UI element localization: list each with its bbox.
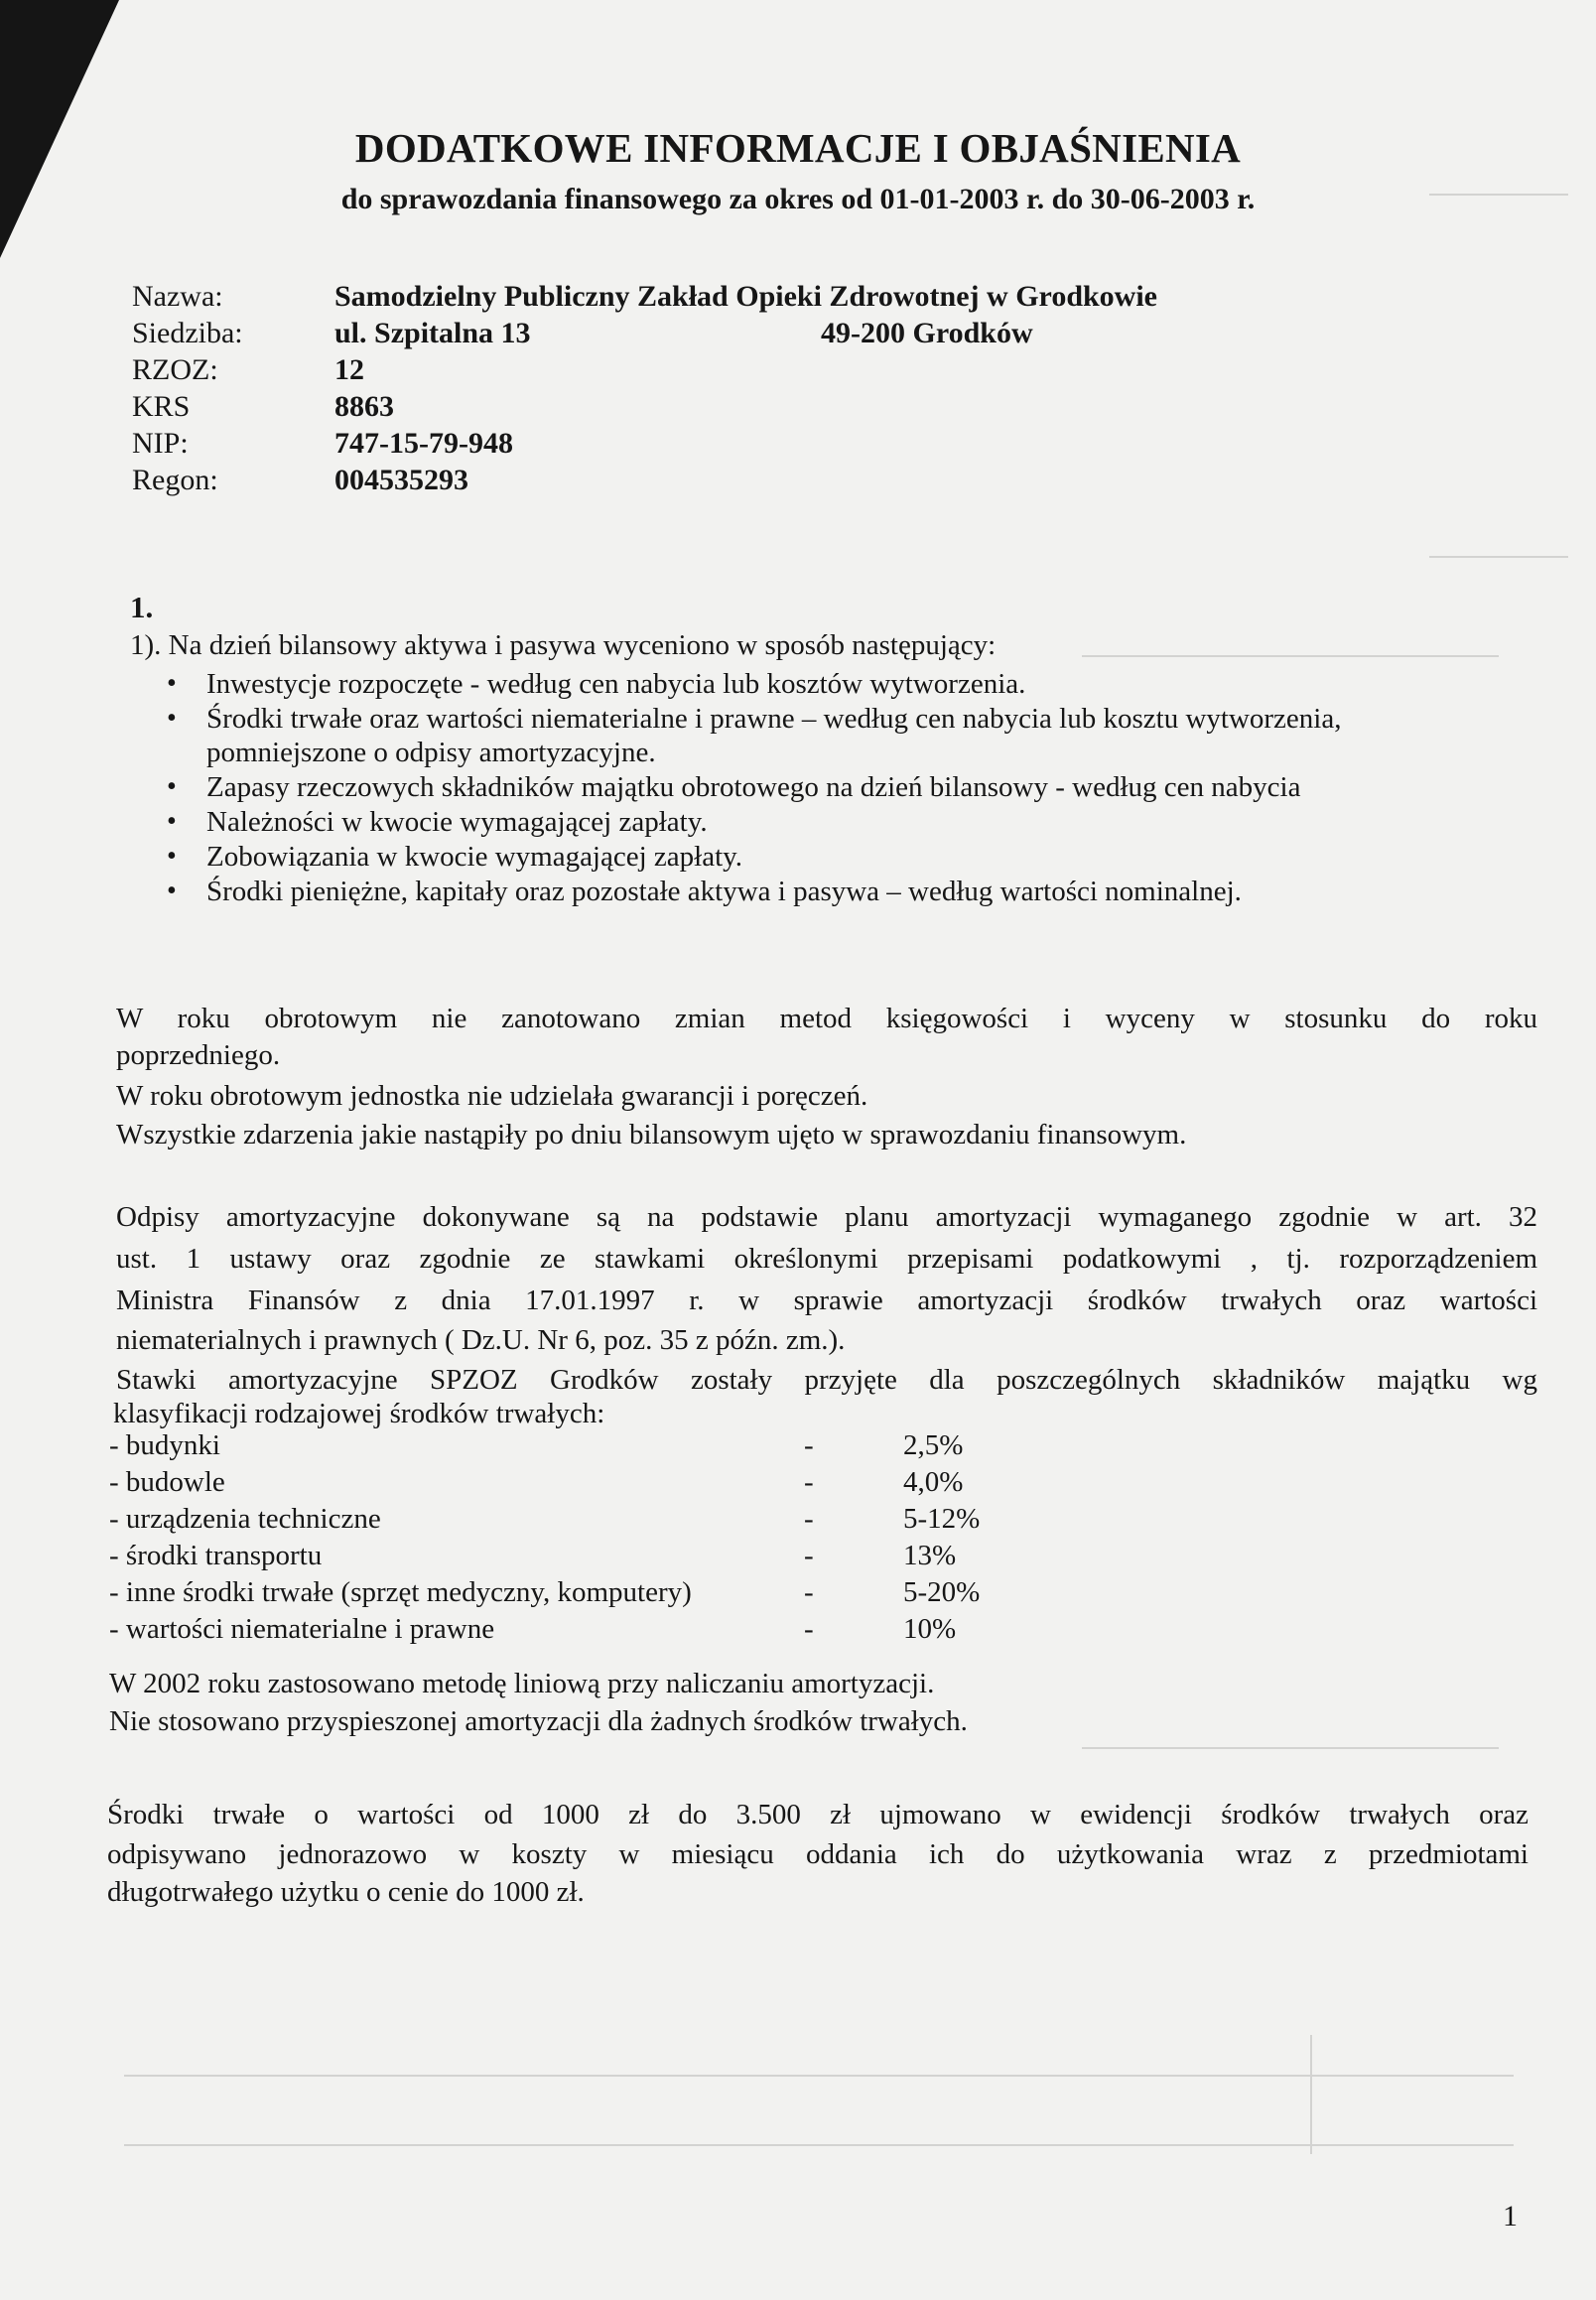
section-number: 1. (130, 590, 154, 624)
paragraph-line: W 2002 roku zastosowano metodę liniową przy naliczaniu amortyzacji. (109, 1668, 935, 1699)
rzoz-value: 12 (334, 353, 364, 386)
nip-value: 747-15-79-948 (334, 427, 513, 460)
rate-label: - urządzenia techniczne (109, 1503, 381, 1535)
rate-value: 10% (903, 1613, 957, 1645)
paragraph-line: odpisywano jednorazowo w koszty w miesiącu oddania ich do użytkowania wraz z przedmiotami (107, 1838, 1529, 1870)
list-item (159, 702, 1548, 769)
paragraph-line: Odpisy amortyzacyjne dokonywane są na podstawie planu amortyzacji wymaganego zgodnie w art. 32 (116, 1201, 1537, 1233)
name-label: Nazwa: (132, 280, 223, 313)
paragraph-line: długotrwałego użytku o cenie do 1000 zł. (107, 1876, 585, 1908)
rate-row (109, 1540, 1002, 1576)
paragraph-line: Wszystkie zdarzenia jakie nastąpiły po dniu bilansowym ujęto w sprawozdaniu finansowym. (116, 1119, 1187, 1150)
rate-dash: - (804, 1613, 814, 1645)
document-subtitle: do sprawozdania finansowego za okres od 01-01-2003 r. do 30-06-2003 r. (340, 183, 1256, 215)
seat-value (334, 317, 1033, 350)
rate-dash: - (804, 1429, 814, 1461)
rate-dash: - (804, 1466, 814, 1498)
krs-label: KRS (132, 390, 191, 423)
rate-value: 13% (903, 1540, 957, 1571)
page-number: 1 (1503, 2200, 1518, 2232)
paragraph-line: ust. 1 ustawy oraz zgodnie ze stawkami określonymi przepisami podatkowymi , tj. rozporządzeniem (116, 1243, 1537, 1275)
seat-label: Siedziba: (132, 317, 243, 349)
rate-value: 5-20% (903, 1576, 981, 1608)
list-item: • Należności w kwocie wymagającej zapłaty. (159, 805, 1548, 839)
paragraph-line: Stawki amortyzacyjne SPZOZ Grodków zostały przyjęte dla poszczególnych składników majątku wg (116, 1364, 1537, 1396)
section-intro: 1). Na dzień bilansowy aktywa i pasywa wyceniono w sposób następujący: (130, 629, 997, 661)
street-value: ul. Szpitalna 13 (334, 317, 531, 349)
list-item-text: Środki trwałe oraz wartości niematerialne i prawne – według cen nabycia lub kosztu wytworzenia, (206, 703, 1342, 735)
name-value: Samodzielny Publiczny Zakład Opieki Zdrowotnej w Grodkowie (334, 280, 1157, 313)
rate-value: 4,0% (903, 1466, 964, 1498)
paragraph-line: klasyfikacji rodzajowej środków trwałych: (113, 1398, 605, 1429)
rate-row (109, 1503, 1002, 1540)
rate-value: 2,5% (903, 1429, 964, 1461)
list-item: • Środki pieniężne, kapitały oraz pozostałe aktywa i pasywa – według wartości nominalnej. (159, 875, 1548, 908)
rzoz-label: RZOZ: (132, 353, 218, 386)
rate-label: - wartości niematerialne i prawne (109, 1613, 495, 1645)
nip-label: NIP: (132, 427, 189, 460)
rate-row (109, 1576, 1002, 1613)
rate-row (109, 1429, 1002, 1466)
list-item: • Zapasy rzeczowych składników majątku obrotowego na dzień bilansowy - według cen nabycia (159, 770, 1548, 804)
rate-dash: - (804, 1576, 814, 1608)
valuation-methods-list (159, 667, 1548, 909)
paragraph-line: poprzedniego. (116, 1039, 281, 1071)
krs-value: 8863 (334, 390, 394, 423)
rate-dash: - (804, 1503, 814, 1535)
regon-value: 004535293 (334, 464, 468, 496)
document-title: DODATKOWE INFORMACJE I OBJAŚNIENIA (354, 125, 1242, 171)
rate-label: - budowle (109, 1466, 225, 1498)
paragraph-line: niematerialnych i prawnych ( Dz.U. Nr 6, poz. 35 z późn. zm.). (116, 1324, 846, 1356)
city-value: 49-200 Grodków (821, 317, 1033, 349)
paragraph-line: Nie stosowano przyspieszonej amortyzacji dla żadnych środków trwałych. (109, 1705, 968, 1737)
list-item-continuation: pomniejszone o odpisy amortyzacyjne. (206, 737, 656, 768)
paragraph-line: W roku obrotowym nie zanotowano zmian metod księgowości i wyceny w stosunku do roku (116, 1003, 1537, 1034)
rate-row (109, 1466, 1002, 1503)
list-item: • Zobowiązania w kwocie wymagającej zapłaty. (159, 840, 1548, 874)
paragraph-line: W roku obrotowym jednostka nie udzielała gwarancji i poręczeń. (116, 1080, 868, 1112)
list-item: • Inwestycje rozpoczęte - według cen nabycia lub kosztów wytworzenia. (159, 667, 1548, 701)
rate-label: - budynki (109, 1429, 220, 1461)
paragraph-line: Ministra Finansów z dnia 17.01.1997 r. w sprawie amortyzacji środków trwałych oraz wartości (116, 1285, 1537, 1316)
rate-value: 5-12% (903, 1503, 981, 1535)
paragraph-line: Środki trwałe o wartości od 1000 zł do 3.500 zł ujmowano w ewidencji środków trwałych oraz (107, 1799, 1529, 1830)
rate-row (109, 1613, 1002, 1650)
depreciation-rates-list (109, 1429, 1002, 1650)
rate-dash: - (804, 1540, 814, 1571)
regon-label: Regon: (132, 464, 218, 496)
rate-label: - inne środki trwałe (sprzęt medyczny, komputery) (109, 1576, 692, 1608)
rate-label: - środki transportu (109, 1540, 323, 1571)
